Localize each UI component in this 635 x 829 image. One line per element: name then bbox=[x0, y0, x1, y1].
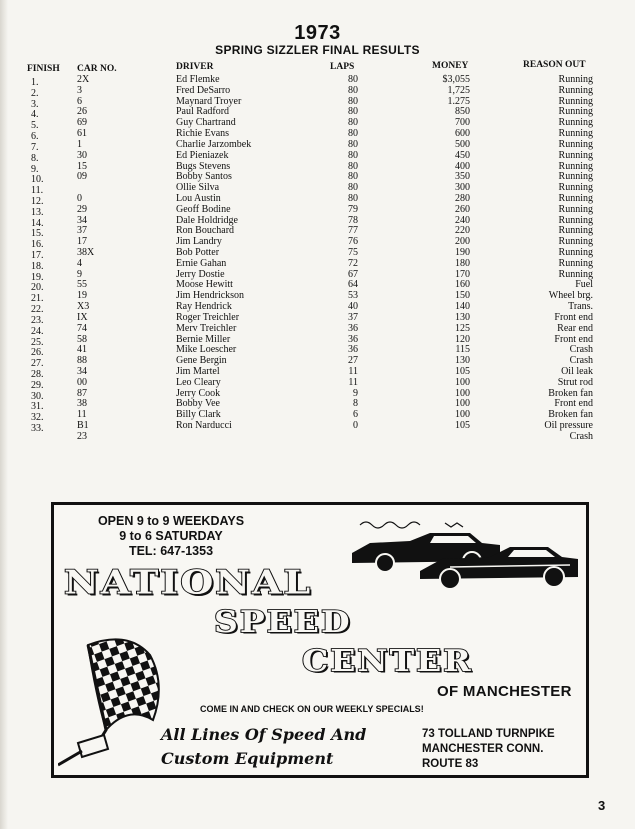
cell-finish: 17. bbox=[31, 250, 44, 261]
cell-car: 38X bbox=[77, 247, 95, 258]
ad-store-name-speed: SPEED bbox=[214, 604, 352, 640]
col-header-laps: LAPS bbox=[330, 62, 355, 72]
cell-car: 29 bbox=[77, 203, 87, 215]
table-row bbox=[0, 214, 635, 229]
cell-driver: Fred DeSarro bbox=[176, 84, 231, 96]
cell-reason: Fuel bbox=[575, 279, 593, 291]
cell-reason: Running bbox=[558, 182, 593, 194]
cell-money: 180 bbox=[455, 257, 470, 269]
cell-reason: Broken fan bbox=[548, 387, 593, 399]
cell-car: X3 bbox=[77, 301, 90, 313]
cell-laps: 80 bbox=[348, 171, 358, 183]
table-row bbox=[0, 192, 635, 207]
cell-finish: 7. bbox=[31, 141, 39, 153]
cell-laps: 78 bbox=[348, 214, 358, 226]
cell-driver: Guy Chartrand bbox=[176, 117, 236, 129]
cell-laps: 37 bbox=[348, 311, 358, 323]
ad-address-city: MANCHESTER CONN. bbox=[422, 743, 544, 755]
cell-driver: Bob Potter bbox=[176, 247, 220, 258]
cell-finish: 33. bbox=[31, 423, 44, 434]
ad-store-name-national: NATIONAL bbox=[64, 563, 313, 602]
table-row bbox=[0, 333, 635, 348]
cell-reason: Trans. bbox=[568, 301, 593, 313]
cell-money: 100 bbox=[455, 398, 470, 410]
cell-car: 88 bbox=[77, 355, 87, 367]
ad-address-street: 73 TOLLAND TURNPIKE bbox=[422, 728, 555, 740]
page-title: SPRING SIZZLER FINAL RESULTS bbox=[215, 43, 420, 57]
cell-car: 09 bbox=[77, 171, 87, 183]
cell-laps: 36 bbox=[348, 344, 358, 356]
cell-car: 0 bbox=[77, 192, 82, 204]
cell-car: 3 bbox=[77, 84, 82, 96]
cell-car: 34 bbox=[77, 214, 87, 226]
table-row bbox=[0, 409, 635, 424]
ad-hours bbox=[86, 514, 256, 559]
cell-reason: Broken fan bbox=[548, 409, 593, 421]
cell-finish: 12. bbox=[31, 195, 44, 207]
cell-car: 37 bbox=[77, 225, 87, 237]
results-table bbox=[0, 60, 635, 442]
table-row bbox=[0, 74, 635, 88]
cell-driver: Maynard Troyer bbox=[176, 95, 242, 107]
cell-reason: Running bbox=[558, 138, 593, 150]
cell-money: 700 bbox=[455, 117, 470, 129]
cell-driver: Billy Clark bbox=[176, 409, 221, 421]
cell-money: 300 bbox=[455, 182, 470, 194]
cell-money: 100 bbox=[455, 409, 470, 421]
table-row bbox=[0, 225, 635, 240]
table-row bbox=[0, 84, 635, 99]
cell-car: 58 bbox=[77, 333, 87, 345]
cell-driver: Lou Austin bbox=[176, 192, 221, 204]
cell-driver: Ron Narducci bbox=[176, 420, 232, 431]
table-row bbox=[0, 387, 635, 402]
cell-finish: 4. bbox=[31, 109, 39, 121]
cell-money: 100 bbox=[455, 387, 470, 399]
table-row bbox=[0, 106, 635, 121]
cell-reason: Running bbox=[558, 247, 593, 258]
cell-driver: Ron Bouchard bbox=[176, 225, 235, 237]
cell-finish: 23. bbox=[31, 314, 44, 326]
col-header-driver: DRIVER bbox=[176, 62, 214, 72]
cell-finish: 1. bbox=[31, 77, 39, 88]
cell-reason: Running bbox=[558, 225, 593, 237]
cell-driver: Bugs Stevens bbox=[176, 160, 231, 172]
cell-car: 23 bbox=[77, 430, 87, 442]
cell-laps: 80 bbox=[348, 182, 358, 194]
cell-car: 38 bbox=[77, 398, 87, 410]
cell-reason: Running bbox=[558, 171, 593, 183]
table-row bbox=[0, 182, 635, 197]
table-row bbox=[0, 431, 635, 442]
cell-finish: 25. bbox=[31, 336, 44, 348]
cell-driver: Bobby Santos bbox=[176, 171, 232, 183]
table-row bbox=[0, 247, 635, 261]
ad-address-route: ROUTE 83 bbox=[422, 758, 479, 770]
cell-driver: Paul Radford bbox=[176, 106, 230, 118]
table-row bbox=[0, 290, 635, 305]
cell-money: 115 bbox=[455, 344, 470, 356]
table-row bbox=[0, 160, 635, 175]
cell-laps: 40 bbox=[348, 301, 358, 313]
cell-car: 19 bbox=[77, 290, 87, 302]
cell-money: 120 bbox=[455, 333, 470, 345]
cell-reason: Running bbox=[558, 214, 593, 226]
cell-reason: Running bbox=[558, 268, 593, 280]
cell-finish: 32. bbox=[31, 412, 44, 424]
cell-reason: Crash bbox=[569, 430, 593, 442]
cell-laps: 36 bbox=[348, 322, 358, 334]
cell-reason: Crash bbox=[569, 344, 593, 356]
cell-laps: 80 bbox=[348, 192, 358, 204]
cell-finish: 29. bbox=[31, 379, 44, 391]
cell-driver: Ray Hendrick bbox=[176, 301, 232, 313]
cell-finish: 2. bbox=[31, 87, 39, 99]
cell-finish: 14. bbox=[31, 217, 44, 229]
cell-laps: 80 bbox=[348, 74, 358, 85]
cell-laps: 76 bbox=[348, 236, 358, 248]
cell-driver: Jerry Dostie bbox=[176, 268, 225, 280]
cell-car: 11 bbox=[77, 409, 87, 421]
cell-finish: 24. bbox=[31, 325, 44, 337]
cell-driver: Leo Cleary bbox=[176, 376, 221, 388]
cell-money: 140 bbox=[455, 301, 470, 313]
cell-finish: 30. bbox=[31, 390, 44, 402]
ad-tagline-line2: Custom Equipment bbox=[161, 749, 334, 768]
cell-reason: Wheel brg. bbox=[548, 290, 593, 302]
cell-laps: 67 bbox=[348, 268, 358, 280]
cell-money: 600 bbox=[455, 128, 470, 140]
cell-driver: Merv Treichler bbox=[176, 322, 237, 334]
cell-finish: 21. bbox=[31, 293, 44, 305]
cell-car: 4 bbox=[77, 257, 82, 269]
cell-money: 100 bbox=[455, 376, 470, 388]
cell-finish: 26. bbox=[31, 347, 44, 359]
cell-money: 160 bbox=[455, 279, 470, 291]
cell-reason: Running bbox=[558, 203, 593, 215]
cell-driver: Roger Treichler bbox=[176, 311, 240, 323]
cell-finish: 22. bbox=[31, 304, 44, 316]
table-row bbox=[0, 420, 635, 434]
cell-money: 500 bbox=[455, 138, 470, 150]
cell-laps: 72 bbox=[348, 257, 358, 269]
cell-finish: 19. bbox=[31, 271, 44, 283]
cell-money: 105 bbox=[455, 420, 470, 431]
cell-finish: 6. bbox=[31, 131, 39, 143]
cell-finish: 15. bbox=[31, 228, 44, 240]
cell-laps: 75 bbox=[348, 247, 358, 258]
cell-driver: Bobby Vee bbox=[176, 398, 220, 410]
table-row bbox=[0, 171, 635, 186]
cell-money: 1,725 bbox=[447, 84, 470, 96]
cell-money: $3,055 bbox=[442, 74, 470, 85]
cell-reason: Running bbox=[558, 257, 593, 269]
table-row bbox=[0, 344, 635, 359]
cell-reason: Front end bbox=[554, 311, 593, 323]
cell-reason: Running bbox=[558, 117, 593, 129]
cell-money: 200 bbox=[455, 236, 470, 248]
cell-reason: Running bbox=[558, 192, 593, 204]
cell-reason: Running bbox=[558, 74, 593, 85]
cell-laps: 80 bbox=[348, 106, 358, 118]
cell-laps: 11 bbox=[348, 365, 358, 377]
cell-money: 125 bbox=[455, 322, 470, 334]
ad-store-name-center: CENTER bbox=[302, 643, 473, 679]
cell-reason: Running bbox=[558, 106, 593, 118]
page-year: 1973 bbox=[294, 22, 341, 44]
table-row bbox=[0, 301, 635, 316]
table-row bbox=[0, 322, 635, 337]
cell-driver: Jerry Cook bbox=[176, 387, 221, 399]
cell-finish: 28. bbox=[31, 368, 44, 380]
cell-laps: 36 bbox=[348, 333, 358, 345]
table-row bbox=[0, 149, 635, 164]
cell-finish: 27. bbox=[31, 358, 44, 370]
table-row bbox=[0, 95, 635, 110]
cell-reason: Running bbox=[558, 84, 593, 96]
table-row bbox=[0, 203, 635, 218]
table-row bbox=[0, 355, 635, 370]
cell-car: 34 bbox=[77, 365, 87, 377]
ad-hours-saturday: 9 to 6 SATURDAY bbox=[119, 529, 223, 543]
cell-reason: Running bbox=[558, 128, 593, 140]
ad-address bbox=[422, 727, 555, 772]
table-row bbox=[0, 128, 635, 143]
cell-driver: Bernie Miller bbox=[176, 333, 231, 345]
table-row bbox=[0, 311, 635, 326]
ad-location: OF MANCHESTER bbox=[437, 683, 572, 700]
cell-laps: 11 bbox=[348, 376, 358, 388]
cell-laps: 80 bbox=[348, 95, 358, 107]
advertisement bbox=[51, 502, 589, 778]
cell-finish: 18. bbox=[31, 260, 44, 272]
cell-car: 2X bbox=[77, 74, 90, 85]
cell-reason: Rear end bbox=[557, 322, 593, 334]
col-header-reason: REASON OUT bbox=[523, 60, 586, 70]
cell-car: 1 bbox=[77, 138, 82, 150]
table-row bbox=[0, 398, 635, 413]
cell-car: 00 bbox=[77, 376, 87, 388]
cell-car: 6 bbox=[77, 95, 82, 107]
cell-driver: Ernie Gahan bbox=[176, 257, 227, 269]
cell-money: 260 bbox=[455, 203, 470, 215]
cell-reason: Crash bbox=[569, 355, 593, 367]
cell-car: 74 bbox=[77, 322, 87, 334]
cell-car: 30 bbox=[77, 149, 87, 161]
cell-finish: 8. bbox=[31, 152, 39, 164]
cell-laps: 80 bbox=[348, 128, 358, 140]
cell-driver: Jim Hendrickson bbox=[176, 290, 245, 302]
race-cars-illustration bbox=[350, 513, 580, 591]
cell-driver: Geoff Bodine bbox=[176, 203, 231, 215]
ad-tagline-line1: All Lines Of Speed And bbox=[161, 725, 367, 744]
table-row bbox=[0, 365, 635, 380]
cell-money: 170 bbox=[455, 268, 470, 280]
cell-laps: 0 bbox=[353, 420, 358, 431]
cell-laps: 6 bbox=[353, 409, 358, 421]
cell-money: 450 bbox=[455, 149, 470, 161]
table-row bbox=[0, 117, 635, 132]
table-row bbox=[0, 279, 635, 294]
ad-hours-weekdays: OPEN 9 to 9 WEEKDAYS bbox=[97, 514, 245, 528]
ad-phone: TEL: 647-1353 bbox=[128, 544, 214, 558]
cell-finish: 20. bbox=[31, 282, 44, 294]
col-header-money: MONEY bbox=[432, 61, 469, 71]
cell-finish: 9. bbox=[31, 163, 39, 175]
cell-finish: 3. bbox=[31, 98, 39, 110]
results-rows bbox=[0, 74, 635, 442]
cell-finish: 11. bbox=[31, 185, 44, 197]
cell-laps: 80 bbox=[348, 149, 358, 161]
cell-money: 850 bbox=[455, 106, 470, 118]
cell-laps: 80 bbox=[348, 160, 358, 172]
cell-car: 15 bbox=[77, 160, 87, 172]
cell-laps: 53 bbox=[348, 290, 358, 302]
cell-finish: 31. bbox=[31, 401, 44, 413]
cell-reason: Front end bbox=[554, 398, 593, 410]
cell-reason: Running bbox=[558, 236, 593, 248]
cell-reason: Oil leak bbox=[561, 365, 593, 377]
page-number: 3 bbox=[598, 798, 606, 813]
table-row bbox=[0, 236, 635, 251]
cell-laps: 27 bbox=[348, 355, 358, 367]
cell-driver: Richie Evans bbox=[176, 128, 230, 140]
cell-car: 26 bbox=[77, 106, 87, 118]
cell-reason: Oil pressure bbox=[544, 420, 593, 431]
cell-laps: 80 bbox=[348, 84, 358, 96]
cell-laps: 77 bbox=[348, 225, 358, 237]
ad-tagline bbox=[161, 723, 366, 771]
cell-laps: 64 bbox=[348, 279, 358, 291]
cell-money: 400 bbox=[455, 160, 470, 172]
cell-money: 280 bbox=[455, 192, 470, 204]
cell-driver: Dale Holdridge bbox=[176, 214, 238, 226]
cell-money: 130 bbox=[455, 311, 470, 323]
cell-driver: Gene Bergin bbox=[176, 355, 227, 367]
results-header-row bbox=[0, 60, 635, 74]
col-header-car: CAR NO. bbox=[77, 64, 117, 74]
cell-reason: Running bbox=[558, 160, 593, 172]
cell-laps: 8 bbox=[353, 398, 358, 410]
cell-finish: 13. bbox=[31, 206, 44, 218]
cell-car: 61 bbox=[77, 128, 87, 140]
cell-car: 87 bbox=[77, 387, 87, 399]
cell-reason: Running bbox=[558, 149, 593, 161]
table-row bbox=[0, 138, 635, 153]
cell-money: 1.275 bbox=[447, 95, 470, 107]
cell-car: 55 bbox=[77, 279, 87, 291]
cell-driver: Jim Landry bbox=[176, 236, 222, 248]
col-header-finish: FINISH bbox=[27, 64, 60, 74]
cell-money: 240 bbox=[455, 214, 470, 226]
cell-car: 9 bbox=[77, 268, 82, 280]
cell-finish: 5. bbox=[31, 120, 39, 132]
cell-money: 220 bbox=[455, 225, 470, 237]
cell-money: 190 bbox=[455, 247, 470, 258]
ad-weekly-specials: COME IN AND CHECK ON OUR WEEKLY SPECIALS! bbox=[200, 704, 424, 714]
cell-laps: 80 bbox=[348, 138, 358, 150]
cell-money: 130 bbox=[455, 355, 470, 367]
cell-finish: 10. bbox=[31, 174, 44, 186]
cell-laps: 80 bbox=[348, 117, 358, 129]
cell-reason: Strut rod bbox=[557, 376, 593, 388]
cell-car: 17 bbox=[77, 236, 87, 248]
cell-money: 150 bbox=[455, 290, 470, 302]
checkered-flag-illustration bbox=[58, 625, 168, 770]
cell-laps: 9 bbox=[353, 387, 358, 399]
cell-laps: 79 bbox=[348, 203, 358, 215]
cell-driver: Ed Pieniazek bbox=[176, 149, 229, 161]
cell-driver: Mike Loescher bbox=[176, 344, 237, 356]
cell-car: B1 bbox=[77, 420, 89, 431]
cell-car: IX bbox=[77, 311, 88, 323]
cell-driver: Ollie Silva bbox=[176, 182, 220, 194]
cell-finish: 16. bbox=[31, 239, 44, 251]
cell-driver: Charlie Jarzombek bbox=[176, 138, 252, 150]
cell-money: 105 bbox=[455, 365, 470, 377]
cell-driver: Ed Flemke bbox=[176, 74, 220, 85]
cell-reason: Front end bbox=[554, 333, 593, 345]
cell-car: 41 bbox=[77, 344, 87, 356]
cell-money: 350 bbox=[455, 171, 470, 183]
table-row bbox=[0, 268, 635, 283]
cell-driver: Moose Hewitt bbox=[176, 279, 233, 291]
table-row bbox=[0, 257, 635, 272]
cell-car: 69 bbox=[77, 117, 87, 129]
cell-reason: Running bbox=[558, 95, 593, 107]
cell-driver: Jim Martel bbox=[176, 365, 220, 377]
table-row bbox=[0, 376, 635, 391]
